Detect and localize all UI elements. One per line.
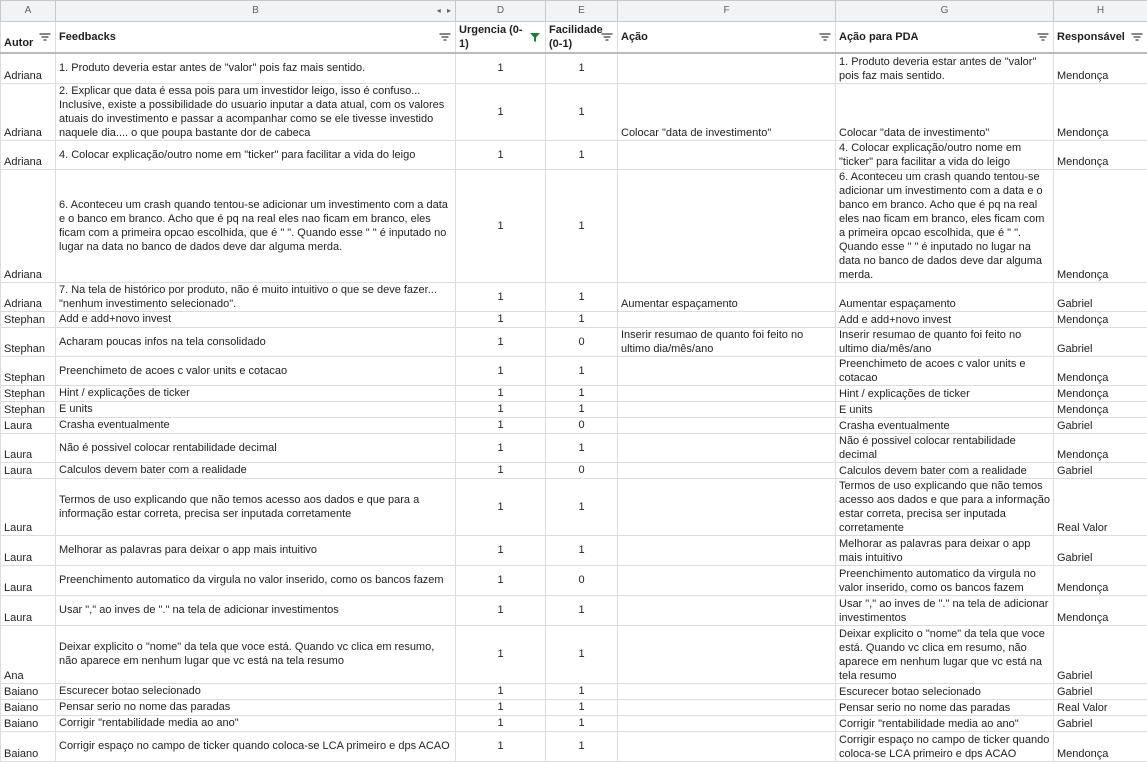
column-letter-a[interactable]: A bbox=[1, 1, 56, 22]
table-row bbox=[1, 462, 1147, 478]
cell-autor[interactable]: Adriana bbox=[1, 83, 56, 140]
header-acao-pda[interactable] bbox=[836, 22, 1054, 54]
filter-icon[interactable] bbox=[1131, 31, 1143, 43]
cell-urgencia[interactable]: 1 bbox=[456, 433, 546, 462]
cell-autor[interactable]: Stephan bbox=[1, 311, 56, 327]
cell-autor[interactable]: Stephan bbox=[1, 385, 56, 401]
cell-autor[interactable]: Stephan bbox=[1, 327, 56, 356]
cell-acao[interactable]: Inserir resumao de quanto foi feito no ultimo dia/mês/ano bbox=[618, 327, 836, 356]
table-row bbox=[1, 401, 1147, 417]
cell-responsavel[interactable]: Mendonça bbox=[1054, 356, 1147, 385]
cell-urgencia[interactable]: 1 bbox=[456, 327, 546, 356]
cell-feedback[interactable]: 4. Colocar explicação/outro nome em "ticker" para facilitar a vida do leigo bbox=[56, 140, 456, 169]
cell-autor[interactable]: Laura bbox=[1, 433, 56, 462]
column-header-row bbox=[1, 1, 1147, 22]
cell-facilidade[interactable]: 0 bbox=[546, 462, 618, 478]
cell-facilidade[interactable]: 0 bbox=[546, 327, 618, 356]
cell-urgencia[interactable]: 1 bbox=[456, 699, 546, 715]
cell-urgencia[interactable]: 1 bbox=[456, 595, 546, 625]
cell-facilidade[interactable]: 1 bbox=[546, 699, 618, 715]
cell-facilidade[interactable]: 1 bbox=[546, 731, 618, 761]
table-row bbox=[1, 699, 1147, 715]
table-row bbox=[1, 565, 1147, 595]
cell-acao[interactable] bbox=[618, 401, 836, 417]
column-letter-g[interactable]: G bbox=[836, 1, 1054, 22]
column-letter-e[interactable]: E bbox=[546, 1, 618, 22]
active-filter-icon[interactable] bbox=[529, 31, 541, 43]
cell-acao[interactable] bbox=[618, 140, 836, 169]
cell-feedback[interactable]: 2. Explicar que data é essa pois para um investidor leigo, isso é confuso... Inclusive, existe a possibilidade do usuario inputar a data atual, com os valores atuais do investimento e passar a acompanhar como se ele tivesse investido naquele dia.... o que poupa bastante dor de cabeca bbox=[56, 83, 456, 140]
cell-autor[interactable]: Baiano bbox=[1, 683, 56, 699]
table-row bbox=[1, 417, 1147, 433]
cell-acao-pda[interactable]: Preenchimeto de acoes c valor units e cotacao bbox=[836, 356, 1054, 385]
cell-facilidade[interactable]: 1 bbox=[546, 83, 618, 140]
cell-acao-pda[interactable]: 1. Produto deveria estar antes de "valor" pois faz mais sentido. bbox=[836, 53, 1054, 83]
cell-acao[interactable] bbox=[618, 535, 836, 565]
cell-responsavel[interactable]: Gabriel bbox=[1054, 715, 1147, 731]
cell-autor[interactable]: Baiano bbox=[1, 731, 56, 761]
table-row bbox=[1, 356, 1147, 385]
hidden-column-arrows-icon[interactable]: ◂ ▸ bbox=[437, 4, 453, 18]
table-row bbox=[1, 683, 1147, 699]
cell-feedback[interactable]: Add e add+novo invest bbox=[56, 311, 456, 327]
cell-facilidade[interactable]: 1 bbox=[546, 311, 618, 327]
table-row bbox=[1, 140, 1147, 169]
cell-urgencia[interactable]: 1 bbox=[456, 565, 546, 595]
filter-icon[interactable] bbox=[39, 31, 51, 43]
cell-responsavel[interactable]: Mendonça bbox=[1054, 565, 1147, 595]
cell-autor[interactable]: Stephan bbox=[1, 356, 56, 385]
cell-acao[interactable] bbox=[618, 731, 836, 761]
cell-autor[interactable]: Adriana bbox=[1, 140, 56, 169]
header-facilidade[interactable] bbox=[546, 22, 618, 54]
cell-feedback[interactable]: 1. Produto deveria estar antes de "valor" pois faz mais sentido. bbox=[56, 53, 456, 83]
header-responsavel[interactable] bbox=[1054, 22, 1147, 54]
cell-responsavel[interactable]: Mendonça bbox=[1054, 53, 1147, 83]
cell-urgencia[interactable]: 1 bbox=[456, 83, 546, 140]
cell-responsavel[interactable]: Real Valor bbox=[1054, 478, 1147, 535]
cell-autor[interactable]: Laura bbox=[1, 565, 56, 595]
cell-feedback[interactable]: Não é possivel colocar rentabilidade decimal bbox=[56, 433, 456, 462]
cell-responsavel[interactable]: Mendonça bbox=[1054, 595, 1147, 625]
header-acao-pda-label: Ação para PDA bbox=[839, 31, 918, 43]
header-facilidade-label: Facilidade (0-1) bbox=[549, 24, 603, 50]
cell-feedback[interactable]: Usar "," ao inves de "." na tela de adicionar investimentos bbox=[56, 595, 456, 625]
cell-acao-pda[interactable]: Usar "," ao inves de "." na tela de adicionar investimentos bbox=[836, 595, 1054, 625]
cell-acao-pda[interactable]: Add e add+novo invest bbox=[836, 311, 1054, 327]
cell-urgencia[interactable]: 1 bbox=[456, 401, 546, 417]
cell-autor[interactable]: Baiano bbox=[1, 715, 56, 731]
table-row bbox=[1, 731, 1147, 761]
cell-facilidade[interactable]: 1 bbox=[546, 595, 618, 625]
cell-responsavel[interactable]: Gabriel bbox=[1054, 282, 1147, 311]
cell-urgencia[interactable]: 1 bbox=[456, 625, 546, 683]
cell-facilidade[interactable]: 0 bbox=[546, 417, 618, 433]
cell-facilidade[interactable]: 1 bbox=[546, 625, 618, 683]
cell-acao[interactable] bbox=[618, 169, 836, 282]
cell-acao-pda[interactable]: E units bbox=[836, 401, 1054, 417]
cell-acao[interactable] bbox=[618, 356, 836, 385]
cell-responsavel[interactable]: Mendonça bbox=[1054, 140, 1147, 169]
cell-autor[interactable]: Laura bbox=[1, 417, 56, 433]
cell-feedback[interactable]: Corrigir espaço no campo de ticker quando coloca-se LCA primeiro e dps ACAO bbox=[56, 731, 456, 761]
cell-urgencia[interactable]: 1 bbox=[456, 478, 546, 535]
cell-facilidade[interactable]: 1 bbox=[546, 169, 618, 282]
cell-responsavel[interactable]: Mendonça bbox=[1054, 433, 1147, 462]
cell-responsavel[interactable]: Mendonça bbox=[1054, 401, 1147, 417]
cell-feedback[interactable]: Termos de uso explicando que não temos acesso aos dados e que para a informação estar correta, precisa ser inputada corretamente bbox=[56, 478, 456, 535]
cell-acao-pda[interactable]: Aumentar espaçamento bbox=[836, 282, 1054, 311]
cell-acao[interactable] bbox=[618, 699, 836, 715]
cell-acao[interactable] bbox=[618, 565, 836, 595]
cell-responsavel[interactable]: Gabriel bbox=[1054, 683, 1147, 699]
cell-acao[interactable] bbox=[618, 417, 836, 433]
cell-feedback[interactable]: Calculos devem bater com a realidade bbox=[56, 462, 456, 478]
table-row bbox=[1, 53, 1147, 83]
cell-autor[interactable]: Ana bbox=[1, 625, 56, 683]
cell-feedback[interactable]: Corrigir "rentabilidade media ao ano" bbox=[56, 715, 456, 731]
cell-acao[interactable] bbox=[618, 595, 836, 625]
cell-urgencia[interactable]: 1 bbox=[456, 535, 546, 565]
header-feedbacks-label: Feedbacks bbox=[59, 31, 116, 43]
cell-facilidade[interactable]: 1 bbox=[546, 140, 618, 169]
cell-acao-pda[interactable]: Colocar "data de investimento" bbox=[836, 83, 1054, 140]
cell-acao-pda[interactable]: Crasha eventualmente bbox=[836, 417, 1054, 433]
filter-icon[interactable] bbox=[601, 31, 613, 43]
cell-acao-pda[interactable]: Deixar explicito o "nome" da tela que voce está. Quando vc clica em resumo, não aparece em nenhum lugar que vc está na tela resumo bbox=[836, 625, 1054, 683]
filter-icon[interactable] bbox=[1037, 31, 1049, 43]
cell-autor[interactable]: Baiano bbox=[1, 699, 56, 715]
header-acao[interactable] bbox=[618, 22, 836, 54]
cell-acao-pda[interactable]: Hint / explicações de ticker bbox=[836, 385, 1054, 401]
cell-responsavel[interactable]: Gabriel bbox=[1054, 417, 1147, 433]
header-feedbacks[interactable] bbox=[56, 22, 456, 54]
cell-acao-pda[interactable]: 4. Colocar explicação/outro nome em "ticker" para facilitar a vida do leigo bbox=[836, 140, 1054, 169]
table-row bbox=[1, 385, 1147, 401]
cell-responsavel[interactable]: Mendonça bbox=[1054, 385, 1147, 401]
cell-feedback[interactable]: Preenchimento automatico da virgula no valor inserido, como os bancos fazem bbox=[56, 565, 456, 595]
cell-acao-pda[interactable]: Corrigir espaço no campo de ticker quando coloca-se LCA primeiro e dps ACAO bbox=[836, 731, 1054, 761]
cell-acao-pda[interactable]: Não é possivel colocar rentabilidade decimal bbox=[836, 433, 1054, 462]
cell-feedback[interactable]: Preenchimeto de acoes c valor units e cotacao bbox=[56, 356, 456, 385]
cell-feedback[interactable]: Escurecer botao selecionado bbox=[56, 683, 456, 699]
header-responsavel-label: Responsável bbox=[1057, 31, 1125, 43]
cell-acao[interactable] bbox=[618, 683, 836, 699]
cell-acao[interactable] bbox=[618, 311, 836, 327]
column-letter-b[interactable]: B ◂ ▸ bbox=[56, 1, 456, 22]
cell-facilidade[interactable]: 1 bbox=[546, 535, 618, 565]
cell-facilidade[interactable]: 0 bbox=[546, 565, 618, 595]
cell-autor[interactable]: Stephan bbox=[1, 401, 56, 417]
cell-facilidade[interactable]: 1 bbox=[546, 356, 618, 385]
cell-acao[interactable] bbox=[618, 385, 836, 401]
cell-urgencia[interactable]: 1 bbox=[456, 385, 546, 401]
cell-feedback[interactable]: Melhorar as palavras para deixar o app mais intuitivo bbox=[56, 535, 456, 565]
cell-urgencia[interactable]: 1 bbox=[456, 731, 546, 761]
table-row bbox=[1, 83, 1147, 140]
cell-acao-pda[interactable]: Calculos devem bater com a realidade bbox=[836, 462, 1054, 478]
cell-facilidade[interactable]: 1 bbox=[546, 385, 618, 401]
cell-feedback[interactable]: Pensar serio no nome das paradas bbox=[56, 699, 456, 715]
cell-acao[interactable] bbox=[618, 715, 836, 731]
table-row bbox=[1, 327, 1147, 356]
table-row bbox=[1, 478, 1147, 535]
cell-facilidade[interactable]: 1 bbox=[546, 282, 618, 311]
cell-acao-pda[interactable]: Inserir resumao de quanto foi feito no ultimo dia/mês/ano bbox=[836, 327, 1054, 356]
cell-autor[interactable]: Laura bbox=[1, 478, 56, 535]
cell-urgencia[interactable]: 1 bbox=[456, 715, 546, 731]
cell-feedback[interactable]: Crasha eventualmente bbox=[56, 417, 456, 433]
cell-urgencia[interactable]: 1 bbox=[456, 683, 546, 699]
cell-urgencia[interactable]: 1 bbox=[456, 417, 546, 433]
header-urgencia[interactable] bbox=[456, 22, 546, 54]
cell-facilidade[interactable]: 1 bbox=[546, 715, 618, 731]
table-row bbox=[1, 535, 1147, 565]
cell-acao-pda[interactable]: Corrigir "rentabilidade media ao ano" bbox=[836, 715, 1054, 731]
cell-acao-pda[interactable]: Pensar serio no nome das paradas bbox=[836, 699, 1054, 715]
cell-urgencia[interactable]: 1 bbox=[456, 311, 546, 327]
cell-autor[interactable]: Adriana bbox=[1, 53, 56, 83]
filter-icon[interactable] bbox=[439, 31, 451, 43]
cell-acao[interactable]: Aumentar espaçamento bbox=[618, 282, 836, 311]
column-letter-h[interactable]: H bbox=[1054, 1, 1147, 22]
cell-acao[interactable] bbox=[618, 478, 836, 535]
cell-autor[interactable]: Laura bbox=[1, 462, 56, 478]
filter-icon[interactable] bbox=[819, 31, 831, 43]
cell-facilidade[interactable]: 1 bbox=[546, 683, 618, 699]
cell-feedback[interactable]: Acharam poucas infos na tela consolidado bbox=[56, 327, 456, 356]
cell-responsavel[interactable]: Gabriel bbox=[1054, 535, 1147, 565]
cell-urgencia[interactable]: 1 bbox=[456, 462, 546, 478]
header-autor[interactable] bbox=[1, 22, 56, 54]
table-row bbox=[1, 311, 1147, 327]
column-letter-f[interactable]: F bbox=[618, 1, 836, 22]
cell-urgencia[interactable]: 1 bbox=[456, 282, 546, 311]
cell-facilidade[interactable]: 1 bbox=[546, 478, 618, 535]
cell-urgencia[interactable]: 1 bbox=[456, 356, 546, 385]
cell-autor[interactable]: Laura bbox=[1, 535, 56, 565]
cell-facilidade[interactable]: 1 bbox=[546, 53, 618, 83]
cell-acao[interactable]: Colocar "data de investimento" bbox=[618, 83, 836, 140]
cell-urgencia[interactable]: 1 bbox=[456, 169, 546, 282]
cell-feedback[interactable]: Deixar explicito o "nome" da tela que voce está. Quando vc clica em resumo, não aparece em nenhum lugar que vc está na tela resumo bbox=[56, 625, 456, 683]
cell-autor[interactable]: Adriana bbox=[1, 282, 56, 311]
cell-feedback[interactable]: 6. Aconteceu um crash quando tentou-se adicionar um investimento com a data e o banco em branco. Acho que é pq na real eles nao ficam em branco, eles ficam com a primeira opcao escolhida, que é " ". Quando esse " " é inputado no lugar na data no banco de dados deve dar alguma merda. bbox=[56, 169, 456, 282]
cell-urgencia[interactable]: 1 bbox=[456, 140, 546, 169]
cell-responsavel[interactable]: Real Valor bbox=[1054, 699, 1147, 715]
cell-responsavel[interactable]: Gabriel bbox=[1054, 462, 1147, 478]
cell-feedback[interactable]: 7. Na tela de histórico por produto, não é muito intuitivo o que se deve fazer... "nenhum investimento selecionado". bbox=[56, 282, 456, 311]
table-row bbox=[1, 169, 1147, 282]
header-autor-label: Autor bbox=[4, 37, 33, 49]
cell-facilidade[interactable]: 1 bbox=[546, 433, 618, 462]
cell-acao-pda[interactable]: Preenchimento automatico da virgula no valor inserido, como os bancos fazem bbox=[836, 565, 1054, 595]
table-row bbox=[1, 282, 1147, 311]
cell-responsavel[interactable]: Mendonça bbox=[1054, 169, 1147, 282]
column-letter-d[interactable]: D bbox=[456, 1, 546, 22]
cell-autor[interactable]: Adriana bbox=[1, 169, 56, 282]
table-row bbox=[1, 433, 1147, 462]
cell-responsavel[interactable]: Mendonça bbox=[1054, 311, 1147, 327]
cell-autor[interactable]: Laura bbox=[1, 595, 56, 625]
table-row bbox=[1, 595, 1147, 625]
cell-acao[interactable] bbox=[618, 625, 836, 683]
cell-acao-pda[interactable]: 6. Aconteceu um crash quando tentou-se adicionar um investimento com a data e o banco em branco. Acho que é pq na real eles nao ficam em branco, eles ficam com a primeira opcao escolhida, que é " ". Quando esse " " é inputado no lugar na data no banco de dados deve dar alguma merda. bbox=[836, 169, 1054, 282]
cell-feedback[interactable]: E units bbox=[56, 401, 456, 417]
cell-feedback[interactable]: Hint / explicações de ticker bbox=[56, 385, 456, 401]
cell-acao-pda[interactable]: Escurecer botao selecionado bbox=[836, 683, 1054, 699]
cell-responsavel[interactable]: Mendonça bbox=[1054, 731, 1147, 761]
header-acao-label: Ação bbox=[621, 31, 648, 43]
cell-acao-pda[interactable]: Termos de uso explicando que não temos acesso aos dados e que para a informação estar correta, precisa ser inputada corretamente bbox=[836, 478, 1054, 535]
table-header-row bbox=[1, 22, 1147, 54]
cell-acao-pda[interactable]: Melhorar as palavras para deixar o app mais intuitivo bbox=[836, 535, 1054, 565]
table-row bbox=[1, 625, 1147, 683]
cell-urgencia[interactable]: 1 bbox=[456, 53, 546, 83]
cell-responsavel[interactable]: Gabriel bbox=[1054, 327, 1147, 356]
cell-facilidade[interactable]: 1 bbox=[546, 401, 618, 417]
cell-responsavel[interactable]: Gabriel bbox=[1054, 625, 1147, 683]
cell-acao[interactable] bbox=[618, 433, 836, 462]
cell-responsavel[interactable]: Mendonça bbox=[1054, 83, 1147, 140]
cell-acao[interactable] bbox=[618, 462, 836, 478]
header-urgencia-label: Urgencia (0-1) bbox=[459, 24, 523, 50]
table-row bbox=[1, 715, 1147, 731]
cell-acao[interactable] bbox=[618, 53, 836, 83]
